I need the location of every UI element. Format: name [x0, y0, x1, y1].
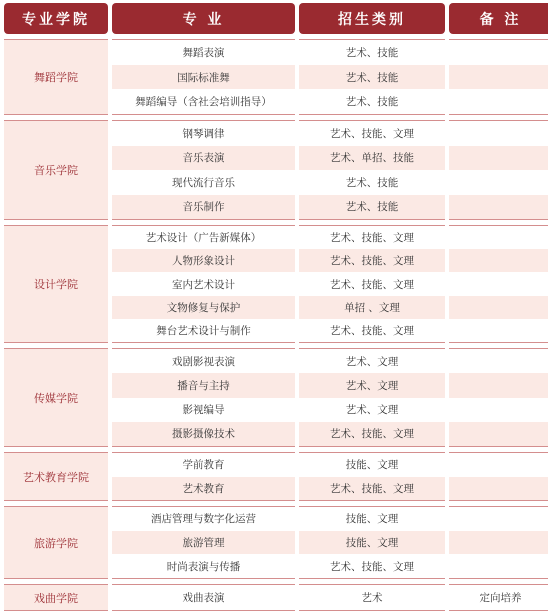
major-column-group	[112, 225, 295, 343]
major-column-group	[112, 348, 295, 447]
category-cell: 艺术、技能、文理	[330, 278, 414, 291]
major-cell: 音乐表演	[112, 146, 295, 171]
major-cell: 音乐制作	[112, 195, 295, 220]
note-cell: 定向培养	[479, 592, 522, 604]
college-cell: 艺术教育学院	[4, 452, 108, 501]
note-column-group	[449, 39, 548, 115]
note-cell	[449, 398, 548, 422]
college-cell: 戏曲学院	[4, 584, 108, 611]
category-column-group	[299, 348, 445, 447]
category-cell: 技能、文理	[299, 531, 445, 555]
category-cell: 艺术、技能、文理	[299, 477, 445, 501]
category-cell: 艺术、文理	[345, 404, 399, 417]
major-cell: 戏剧影视表演	[172, 355, 235, 368]
note-column-group	[449, 452, 548, 501]
category-column-group	[299, 225, 445, 343]
note-column-group	[449, 225, 548, 343]
note-cell	[449, 195, 548, 220]
major-cell: 酒店管理与数字化运营	[151, 513, 256, 526]
major-cell: 室内艺术设计	[172, 278, 235, 291]
note-cell	[449, 121, 548, 146]
major-cell: 戏曲表演	[182, 592, 225, 604]
header-college: 专业学院	[4, 3, 108, 34]
note-cell	[449, 531, 548, 555]
major-cell: 时尚表演与传播	[166, 560, 241, 573]
category-cell: 艺术、文理	[345, 355, 399, 368]
category-cell: 技能、文理	[345, 459, 399, 472]
category-column-group	[299, 506, 445, 579]
category-cell: 艺术、技能	[345, 46, 399, 59]
major-column-group	[112, 39, 295, 115]
major-cell: 艺术教育	[112, 477, 295, 501]
major-cell: 舞蹈表演	[182, 46, 225, 59]
major-cell: 现代流行音乐	[172, 176, 235, 189]
category-cell: 艺术、技能	[345, 176, 399, 189]
category-cell: 技能、文理	[345, 513, 399, 526]
note-cell	[449, 249, 548, 272]
header-remarks: 备 注	[449, 3, 548, 34]
category-column-group	[299, 39, 445, 115]
major-cell: 文物修复与保护	[112, 296, 295, 319]
note-cell	[449, 40, 548, 65]
major-cell: 舞台艺术设计与制作	[156, 324, 251, 337]
note-column-group	[449, 506, 548, 579]
category-cell: 艺术、单招、技能	[299, 146, 445, 171]
note-cell	[449, 507, 548, 531]
major-column-group	[112, 120, 295, 220]
note-column-group	[449, 120, 548, 220]
major-cell: 国际标准舞	[112, 65, 295, 90]
note-cell	[449, 453, 548, 477]
college-cell: 音乐学院	[4, 120, 108, 220]
note-cell	[449, 89, 548, 114]
note-cell	[449, 170, 548, 195]
note-cell	[449, 296, 548, 319]
category-cell: 艺术、技能、文理	[330, 232, 414, 245]
college-cell: 设计学院	[4, 225, 108, 343]
major-cell: 人物形象设计	[112, 249, 295, 272]
major-cell: 旅游管理	[112, 531, 295, 555]
college-cell: 旅游学院	[4, 506, 108, 579]
category-cell: 艺术	[361, 592, 383, 604]
note-cell	[449, 554, 548, 578]
note-cell	[449, 422, 548, 446]
category-cell: 艺术、技能、文理	[299, 249, 445, 272]
category-cell: 艺术、技能、文理	[299, 422, 445, 446]
note-cell	[449, 272, 548, 295]
major-cell: 钢琴调律	[182, 127, 225, 140]
note-cell	[449, 226, 548, 249]
major-column-group	[112, 506, 295, 579]
category-column-group	[299, 452, 445, 501]
category-cell: 艺术、文理	[299, 373, 445, 397]
major-cell: 影视编导	[182, 404, 225, 417]
note-cell	[449, 65, 548, 90]
major-cell: 播音与主持	[112, 373, 295, 397]
college-cell: 舞蹈学院	[4, 39, 108, 115]
note-column-group	[449, 348, 548, 447]
category-cell: 艺术、技能、文理	[330, 127, 414, 140]
category-cell: 艺术、技能、文理	[330, 560, 414, 573]
category-cell: 艺术、技能	[345, 96, 399, 109]
header-major: 专 业	[112, 3, 295, 34]
note-cell	[449, 319, 548, 342]
category-cell: 单招 、文理	[299, 296, 445, 319]
header-category: 招生类别	[299, 3, 445, 34]
major-cell: 摄影摄像技术	[112, 422, 295, 446]
college-cell: 传媒学院	[4, 348, 108, 447]
category-cell: 艺术、技能	[299, 195, 445, 220]
category-column-group	[299, 584, 445, 611]
note-cell	[449, 477, 548, 501]
note-column-group	[449, 584, 548, 611]
note-cell	[449, 349, 548, 373]
major-column-group	[112, 452, 295, 501]
category-cell: 艺术、技能	[299, 65, 445, 90]
category-cell: 艺术、技能、文理	[330, 324, 414, 337]
category-column-group	[299, 120, 445, 220]
major-cell: 艺术设计（广告新媒体）	[145, 232, 262, 245]
major-cell: 舞蹈编导（含社会培训指导）	[135, 96, 272, 109]
major-column-group	[112, 584, 295, 611]
major-cell: 学前教育	[182, 459, 225, 472]
note-cell	[449, 146, 548, 171]
note-cell	[449, 373, 548, 397]
